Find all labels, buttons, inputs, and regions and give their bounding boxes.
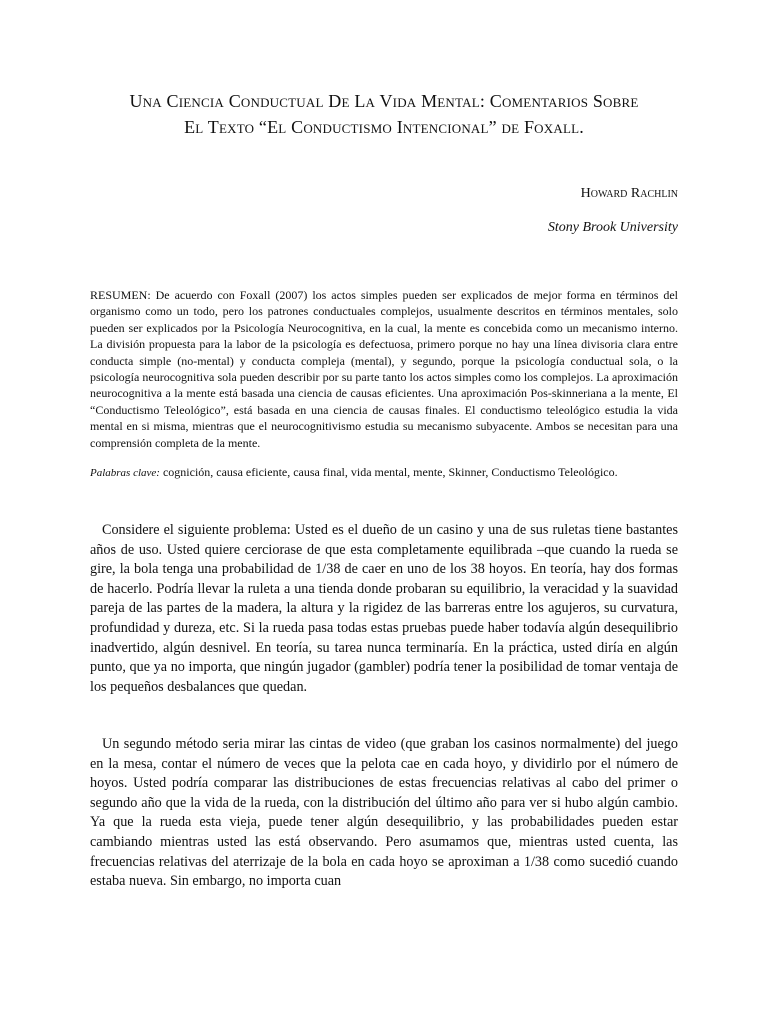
author-affiliation: Stony Brook University [547,220,678,235]
paper-title [60,88,708,140]
author-name: Howard Rachlin [580,186,678,201]
keywords [90,464,678,481]
abstract: RESUMEN: De acuerdo con Foxall (2007) los actos simples pueden ser explicados de mejor forma en términos del organismo como un todo, pero los patrones conductuales complejos, usualmente descritos en términos mentales, solo pueden ser explicados por la Psicología Neurocognitiva, en la cual, la mente es concebida como un mecanismo interno. La división propuesta para la labor de la psicología es defectuosa, primero porque no hay una línea divisoria clara entre conducta simple (no-mental) y conducta compleja (mental), y segundo, porque la psicología conductual sola, o la psicología neurocognitiva sola pueden describir por su parte tanto los actos simples como los complejos. La aproximación neurocognitiva a la mente está basada una ciencia de causas eficientes. Una aproximación Pos-skinneriana a la mente, El “Conductismo Teleológico”, está basada en una ciencia de causas finales. El conductismo teleológico estudia la vida mental en si misma, mientras que el neurocognitivismo estudia su mecanismo subyacente. Ambos se necesitan para una comprensión completa de la mente. [90,288,678,450]
keywords-label: Palabras clave: [90,467,160,479]
keywords-text: cognición, causa eficiente, causa final, vida mental, mente, Skinner, Conductismo Teleológico. [162,465,618,479]
body-paragraph-2: Un segundo método seria mirar las cintas de video (que graban los casinos normalmente) del juego en la mesa, contar el número de veces que la pelota cae en cada hoyo, y dividirlo por el número de hoyos. Usted podría comparar las distribuciones de estas frecuencias relativas al cabo del primer o segundo año que la vida de la rueda, con la distribución del último año para ver si hubo algún cambio. Ya que la rueda esta vieja, puede tener algún desequilibrio, y las probabilidades pueden estar cambiando mientras usted las está observando. Pero asumamos que, mientras usted cuenta, las frecuencias relativas del aterrizaje de la bola en cada hoyo se aproximan a 1/38 como sucedió cuando estaba nueva. Sin embargo, no importa cuan [90,736,678,890]
title-line-1: Una Ciencia Conductual De La Vida Mental: Comentarios Sobre [129,91,639,111]
title-line-2: El Texto “El Conductismo Intencional” de Foxall. [184,117,584,137]
body-paragraph-1: Considere el siguiente problema: Usted es el dueño de un casino y una de sus ruletas tiene bastantes años de uso. Usted quiere cerciorase de que esta completamente equilibrada –que cuando la rueda se gire, la bola tenga una probabilidad de 1/38 de caer en uno de los 38 hoyos. En teoría, hay dos formas de hacerlo. Podría llevar la ruleta a una tienda donde probaran su equilibrio, la veracidad y la suavidad pareja de las partes de la madera, la altura y la rigidez de las barreras entre los agujeros, su curvatura, profundidad y dureza, etc. Si la rueda pasa todas estas pruebas puede haber todavía algún desequilibrio inadvertido, algún desnivel. En teoría, su tarea nunca terminaría. En la práctica, usted diría en algún punto, que ya no importa, que ningún jugador (gambler) podría tener la posibilidad de tomar ventaja de los pequeños desbalances que quedan. [90,522,678,695]
